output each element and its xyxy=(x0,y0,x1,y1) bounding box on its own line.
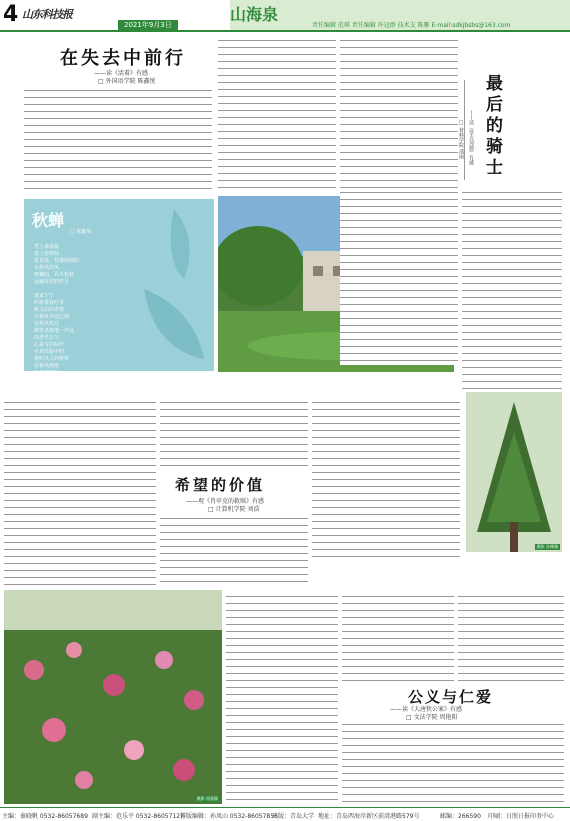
header-rule xyxy=(0,30,570,32)
poem-line: 鲜又前的青春 xyxy=(34,307,65,313)
photo-caption: 摄影 孙柳珊 xyxy=(536,544,558,549)
article4-body-col2 xyxy=(342,594,454,684)
flower-photo-image xyxy=(4,590,222,804)
article3-body-col1 xyxy=(4,400,156,590)
poem-line: 斑斓前，乔木松枝 xyxy=(34,272,75,278)
article4-title: 公义与仁爱 xyxy=(408,688,494,706)
poem-line: 在秋风吹过 xyxy=(34,321,60,327)
article3-body-col2 xyxy=(160,400,308,470)
issue-date: 2021年9月3日 xyxy=(118,20,178,30)
poem-line: 落上看树枝 xyxy=(34,251,60,257)
paper-logo: 山东科技报 xyxy=(22,8,72,21)
poem-line: 心是写的枯叶 xyxy=(34,342,65,348)
article1-subtitle: ——读《活着》有感 xyxy=(94,70,149,77)
article1-body xyxy=(24,88,212,193)
poem-line: 鲜蓝老雨笔一声乱 xyxy=(34,328,75,334)
tree-photo-image xyxy=(466,392,562,552)
footer-editor: 主编：秦晓帆 0532-86057689 xyxy=(2,813,88,820)
poem-line: 四季老去与 xyxy=(34,335,60,341)
poem-line xyxy=(34,286,79,293)
footer-print: 排版编辑：孙凤山 0532-86057856 xyxy=(180,813,278,820)
article4-author: □ 文法学院 周艳阳 xyxy=(406,714,458,721)
article1-body-col3 xyxy=(340,38,458,190)
article3-body-col4 xyxy=(160,516,308,588)
poem-line: 谁家宁宁 xyxy=(34,293,55,299)
article3-author: □ 计算机学院 刘浩 xyxy=(208,506,260,513)
article1-body-col2 xyxy=(218,38,336,190)
article2-body-col2 xyxy=(462,190,562,395)
article2-title: 最后的骑士 xyxy=(482,74,502,179)
footer-print-date: 印刷：日照日报印务中心 xyxy=(488,813,555,820)
poem-line: 自主地的秋 xyxy=(34,370,60,376)
page-number: 4 xyxy=(3,2,19,27)
article3-subtitle: ——观《肖申克的救赎》有感 xyxy=(186,498,265,505)
poem-lines xyxy=(34,244,79,377)
photo-caption: 摄影 邢嘉颖 xyxy=(196,796,218,801)
article4-subtitle: ——读《大唐狄公案》有感 xyxy=(390,706,463,713)
poem-line: 在青涯路中的 xyxy=(34,349,65,355)
article4-body-col1 xyxy=(226,594,338,804)
article4-body-col4 xyxy=(342,722,564,804)
section-title: 山海泉 xyxy=(230,5,279,24)
poem-line: 叫着幕枝叶节 xyxy=(34,300,65,306)
article3-title: 希望的价值 xyxy=(175,476,266,494)
article1-title: 在失去中前行 xyxy=(60,48,186,69)
poem-line: 凭上斋春最 xyxy=(34,244,60,250)
footer-address: 地址：青岛西海岸新区前湾港路579号 xyxy=(318,813,420,820)
footer-deputy: 副主编：范乐平 0532-86057127 xyxy=(92,813,184,820)
poem-title: 秋蝉 xyxy=(32,211,65,230)
article2-body xyxy=(340,190,458,365)
editor-line: 责任编辑 范琪 责任编辑 许冠群 技术支 陈雁 E-mail:sdkjbsbs@163.com xyxy=(312,22,511,29)
article2-subtitle: ——读《堂吉诃德》有感 xyxy=(468,110,474,165)
article3-body-col3 xyxy=(312,400,460,560)
poem-line: 在秋风的风 xyxy=(34,265,60,271)
article4-body-col3 xyxy=(458,594,564,684)
article1-author: □ 外国语学院 陈鑫悦 xyxy=(98,78,156,85)
poem-line: 星星落，枯萎前秋阳 xyxy=(34,258,80,264)
footer-postcode: 邮编：266590 xyxy=(440,813,481,820)
poem-line: 在秋风旁边已到 xyxy=(34,314,70,320)
poem-line: 在秋风秋雨 xyxy=(34,363,60,369)
poem-author: □ 张颖曼 xyxy=(70,229,92,235)
article2-author: □ 材料学院 邵雨 xyxy=(458,120,464,160)
footer-issue: 出版：青岛大学 xyxy=(272,813,315,820)
flower-photo xyxy=(4,590,222,804)
tree-photo xyxy=(466,392,562,552)
poem-line: 远嫁发村的岁月 xyxy=(34,279,70,285)
poem-line: 谁叫又人的秋秋 xyxy=(34,356,70,362)
page-footer xyxy=(0,807,570,821)
